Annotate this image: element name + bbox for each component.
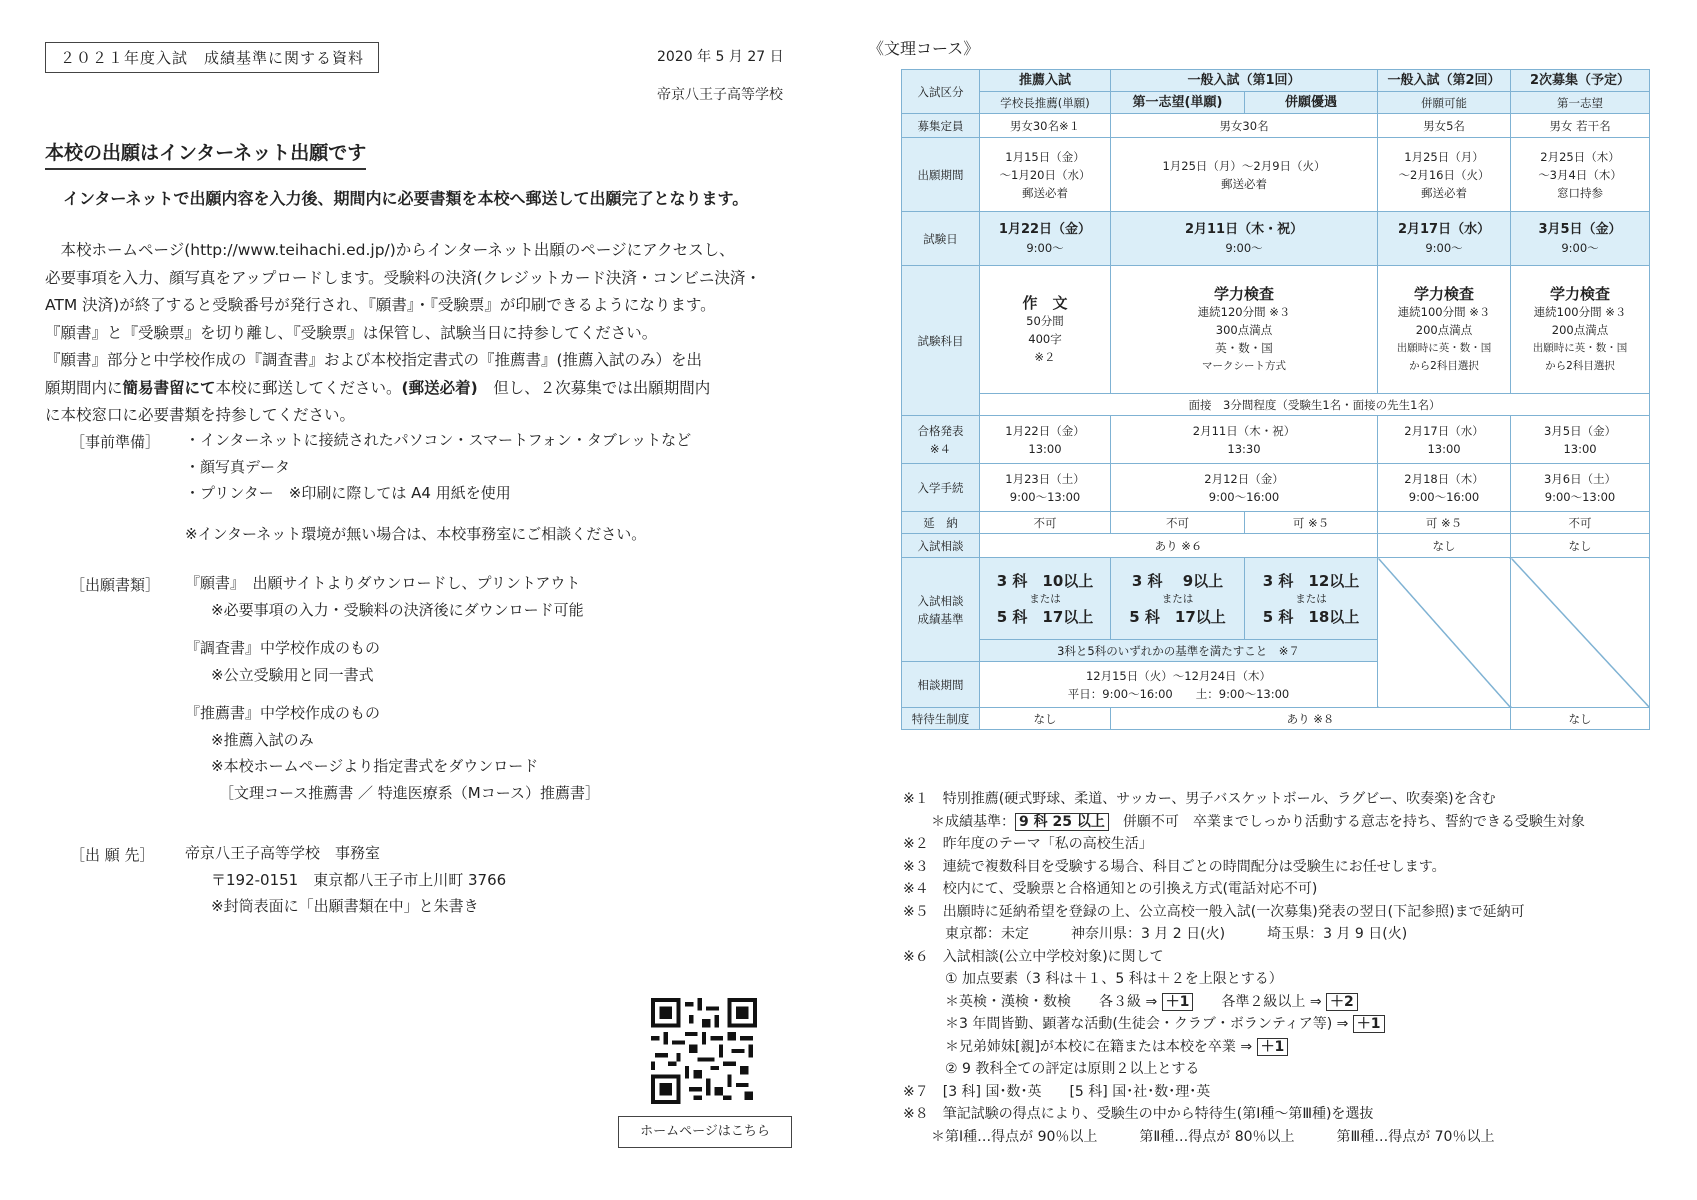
cell — [980, 464, 1111, 512]
cell-line: から2科目選択 — [1409, 359, 1479, 372]
doc-note: ※推薦入試のみ — [211, 730, 314, 749]
prep-list — [185, 427, 691, 547]
cell-line: 5 科 17以上 — [1129, 607, 1226, 626]
doc-item: 『調査書』中学校作成のもの — [185, 639, 381, 657]
para-line: ATM 決済)が終了すると受験番号が発行され、『願書』・『受験票』が印刷できるようになります。 — [45, 296, 716, 314]
row-head-boshu: 募集定員 — [902, 114, 980, 138]
footnote-text: ＊3 年間皆勤、顕著な活動(生徒会・クラブ・ボランティア等) ⇒ — [903, 1016, 1349, 1032]
cell-line: 400字 — [1028, 331, 1062, 346]
cell — [1111, 138, 1378, 212]
row-head-gokaku — [902, 416, 980, 464]
cell — [1511, 464, 1650, 512]
cell-line: 連続100分間 ※３ — [1397, 304, 1491, 319]
cell-line: 9:00～ — [1026, 240, 1064, 255]
row-head-kijun — [902, 558, 980, 662]
cell — [1378, 138, 1511, 212]
kijun-note: 3科と5科のいずれかの基準を満たすこと ※７ — [980, 640, 1378, 662]
cell-line: 13:00 — [1427, 441, 1461, 456]
cell-line: 9:00～16:00 — [1408, 489, 1480, 504]
dest-block — [185, 840, 506, 920]
cell-line: ～2月16日（火） — [1398, 167, 1490, 182]
row-head-tokutai: 特待生制度 — [902, 708, 980, 730]
cell-line: 200点満点 — [1415, 322, 1473, 337]
prep-note: ※インターネット環境が無い場合は、本校事務室にご相談ください。 — [185, 524, 647, 543]
cell-line: 1月25日（月） — [1404, 149, 1484, 164]
prep-item: ・プリンター ※印刷に際しては A4 用紙を使用 — [185, 484, 511, 502]
cell-line: 3 科 10以上 — [996, 571, 1094, 590]
prep-item: ・インターネットに接続されたパソコン・スマートフォン・タブレットなど — [185, 431, 692, 449]
para-line: 願期間内に — [45, 378, 123, 397]
footnote: ※７ [3 科] 国･数･英 [5 科] 国･社･数･理･英 — [903, 1083, 1211, 1100]
dest-label: ［出 願 先］ — [70, 846, 155, 864]
cell-line: 1月23日（土） — [1005, 471, 1085, 486]
footnote: ＊第Ⅰ種…得点が 90％以上 第Ⅱ種…得点が 80％以上 第Ⅲ種…得点が 70％以上 — [903, 1128, 1495, 1145]
cell-line: 13:00 — [1028, 441, 1062, 456]
cell — [980, 558, 1111, 640]
cell — [980, 138, 1111, 212]
cell — [1245, 558, 1378, 640]
cell — [1511, 212, 1650, 266]
cell — [980, 266, 1111, 394]
cell-line: 2月11日（木・祝） — [1184, 221, 1304, 237]
cell: 可 ※５ — [1245, 512, 1378, 534]
cell-line: 2月25日（木） — [1540, 149, 1620, 164]
para-line: に本校窓口に必要書類を持参してください。 — [45, 406, 356, 424]
footnote: ※６ 入試相談(公立中学校対象)に関して — [903, 948, 1164, 965]
doc-date: 2020 年 5 月 27 日 — [657, 49, 784, 65]
cell: あり ※６ — [980, 534, 1378, 558]
cell-line: 学力検査 — [1214, 284, 1275, 303]
cell — [1111, 416, 1378, 464]
cell-line: 3月5日（金） — [1543, 423, 1617, 438]
cell-line: 13:30 — [1227, 441, 1261, 456]
doc-note: ※本校ホームページより指定書式をダウンロード — [211, 757, 539, 775]
cell — [1111, 266, 1378, 394]
cell-line: 1月25日（月）～2月9日（火） — [1162, 158, 1326, 173]
cell-line: または — [1295, 592, 1327, 605]
intro-paragraph — [45, 237, 805, 430]
cell — [1378, 266, 1511, 394]
cell-line: 5 科 17以上 — [996, 607, 1094, 626]
cell-line: 9:00～ — [1225, 240, 1263, 255]
footnote — [903, 811, 1663, 834]
cell-line: ※４ — [929, 441, 952, 456]
niji-sub: 第一志望 — [1511, 92, 1650, 114]
prep-item: ・顔写真データ — [185, 457, 291, 476]
cell-line: 郵送必着 — [1421, 185, 1468, 200]
footnote — [903, 1013, 1663, 1036]
footnote: ※８ 筆記試験の得点により、受験生の中から特待生(第Ⅰ種～第Ⅲ種)を選抜 — [903, 1106, 1374, 1122]
cell-line: ～3月4日（木） — [1538, 167, 1622, 182]
cell-line: 連続100分間 ※３ — [1533, 304, 1627, 319]
row-head-tetsuzuki: 入学手続 — [902, 464, 980, 512]
cell-line: ～1月20日（水） — [999, 167, 1091, 182]
row-head-kubun: 入試区分 — [902, 70, 980, 114]
cell-line: 学力検査 — [1414, 284, 1475, 303]
doc-note: ※必要事項の入力・受験料の決済後にダウンロード可能 — [211, 600, 584, 619]
suisen-sub: 学校長推薦(単願) — [980, 92, 1111, 114]
doc-note: ※公立受験用と同一書式 — [211, 665, 374, 684]
cell — [1378, 212, 1511, 266]
course-title: 《文理コース》 — [868, 39, 980, 58]
footnote-text: 各準２級以上 ⇒ — [1193, 993, 1322, 1010]
cell — [1511, 138, 1650, 212]
cell — [1111, 212, 1378, 266]
cell-line: 2月18日（木） — [1404, 471, 1484, 486]
footnotes — [903, 788, 1663, 1148]
footnote: 東京都：未定 神奈川県：3 月 2 日(火) 埼玉県：3 月 9 日(火) — [903, 926, 1408, 942]
boxed-value: ＋1 — [1353, 1015, 1385, 1033]
prep-label: ［事前準備］ — [70, 433, 161, 451]
cell-line: または — [1029, 592, 1061, 605]
doc-item: 『推薦書』中学校作成のもの — [185, 704, 381, 722]
row-head-ennou: 延 納 — [902, 512, 980, 534]
cell-line: 郵送必着 — [1022, 185, 1068, 200]
footnote: ※３ 連続で複数科目を受験する場合、科目ごとの時間配分は受験生にお任せします。 — [903, 858, 1446, 875]
cell-line: 5 科 18以上 — [1262, 607, 1360, 626]
cell-line: 2月12日（金） — [1204, 471, 1284, 486]
cell — [1111, 464, 1378, 512]
doc-title: ２０２１年度入試 成績基準に関する資料 — [45, 42, 379, 73]
cell — [980, 416, 1111, 464]
para-emphasis: 簡易書留にて — [122, 378, 216, 397]
ippan1-sub-b: 併願優遇 — [1245, 92, 1378, 114]
col-niji: 2次募集（予定） — [1511, 70, 1650, 92]
cell — [1111, 558, 1245, 640]
boxed-value: 9 科 25 以上 — [1015, 813, 1109, 831]
row-head-soudan-kikan: 相談期間 — [902, 662, 980, 708]
footnote: ※１ 特別推薦(硬式野球、柔道、サッカー、男子バスケットボール、ラグビー、吹奏楽)を含む — [903, 791, 1496, 807]
cell-line: 9:00～ — [1425, 240, 1463, 255]
cell-line: 2月11日（木・祝） — [1192, 423, 1296, 438]
cell: 男女30名※１ — [980, 114, 1111, 138]
col-suisen: 推薦入試 — [980, 70, 1111, 92]
cell-line: 合格発表 — [917, 423, 964, 438]
exam-schedule-table — [901, 69, 1650, 730]
col-ippan1: 一般入試（第1回） — [1111, 70, 1378, 92]
cell: 男女30名 — [1111, 114, 1378, 138]
empty-diagonal-cell — [1511, 558, 1650, 708]
row-head-kikan: 出願期間 — [902, 138, 980, 212]
subline: インターネットで出願内容を入力後、期間内に必要書類を本校へ郵送して出願完了となります。 — [63, 189, 749, 208]
footnote: ① 加点要素（3 科は＋１、5 科は＋２を上限とする） — [903, 971, 1283, 987]
footnote: ※４ 校内にて、受験票と合格通知との引換え方式(電話対応不可) — [903, 881, 1318, 897]
cell: 可 ※５ — [1378, 512, 1511, 534]
cell — [1511, 266, 1650, 394]
cell-line: マークシート方式 — [1202, 359, 1286, 372]
footnote: ※５ 出願時に延納希望を登録の上、公立高校一般入試(一次募集)発表の翌日(下記参照)まで延納可 — [903, 903, 1525, 920]
boxed-value: ＋1 — [1162, 993, 1194, 1011]
para-line: 本校ホームページ(http://www.teihachi.ed.jp/)からインターネット出願のページにアクセスし、 — [60, 241, 735, 259]
para-line: 『願書』部分と中学校作成の『調査書』および本校指定書式の『推薦書』(推薦入試のみ）を出 — [45, 351, 703, 369]
cell-line: 窓口持参 — [1557, 185, 1604, 200]
col-ippan2: 一般入試（第2回） — [1378, 70, 1511, 92]
row-head-kamoku: 試験科目 — [902, 266, 980, 416]
para-line: 必要事項を入力、顔写真をアップロードします。受験料の決済(クレジットカード決済・コンビニ決済・ — [45, 268, 761, 287]
cell-line: 200点満点 — [1551, 322, 1609, 337]
cell-line: 成績基準 — [917, 611, 964, 626]
row-head-soudan: 入試相談 — [902, 534, 980, 558]
footnote-text: ＊成績基準： — [903, 813, 1015, 830]
cell-line: 作 文 — [1022, 293, 1068, 312]
boxed-value: ＋1 — [1257, 1038, 1289, 1056]
cell-line: 3月6日（土） — [1543, 471, 1617, 486]
cell-line: 学力検査 — [1550, 284, 1611, 303]
cell-line: 3 科 12以上 — [1262, 571, 1360, 590]
cell: なし — [1511, 708, 1650, 730]
para-line: 『願書』と『受験票』を切り離し、『受験票』は保管し、試験当日に持参してください。 — [45, 323, 658, 342]
para-line: 本校に郵送してください。 — [215, 378, 402, 397]
cell-line: ※２ — [1034, 349, 1056, 364]
cell: あり ※８ — [1111, 708, 1511, 730]
footnote-text: 併願不可 卒業までしっかり活動する意志を持ち、誓約できる受験生対象 — [1108, 813, 1585, 830]
cell-line: 1月15日（金） — [1005, 149, 1085, 164]
ippan2-sub: 併願可能 — [1378, 92, 1511, 114]
dest-line: ※封筒表面に「出願書類在中」と朱書き — [211, 897, 479, 915]
cell-line: 9:00～ — [1561, 240, 1599, 255]
footnote: ② 9 教科全ての評定は原則２以上とする — [903, 1061, 1200, 1077]
cell-line: 12月15日（火）～12月24日（木） — [1085, 668, 1272, 683]
docs-list — [185, 570, 600, 806]
qr-code-icon[interactable] — [651, 998, 757, 1104]
cell-line: 9:00～16:00 — [1208, 489, 1280, 504]
cell-line: から2科目選択 — [1545, 359, 1615, 372]
cell-line: 9:00～13:00 — [1544, 489, 1616, 504]
cell: 男女5名 — [1378, 114, 1511, 138]
cell-line: 13:00 — [1563, 441, 1597, 456]
cell-line: 2月17日（水） — [1404, 423, 1484, 438]
cell-line: 50分間 — [1026, 313, 1064, 328]
cell — [980, 662, 1378, 708]
para-emphasis: (郵送必着) — [401, 378, 478, 397]
cell-line: または — [1161, 592, 1194, 605]
cell-line: 300点満点 — [1215, 322, 1273, 337]
cell-line: 入試相談 — [917, 593, 964, 608]
cell-line: 連続120分間 ※３ — [1197, 304, 1291, 319]
doc-item: 『願書』 出願サイトよりダウンロードし、プリントアウト — [185, 574, 581, 592]
cell — [1511, 416, 1650, 464]
dest-line: 帝京八王子高等学校 事務室 — [185, 844, 381, 862]
footnote-text: ＊兄弟姉妹[親]が本校に在籍または本校を卒業 ⇒ — [903, 1038, 1253, 1055]
cell-line: 出願時に英・数・国 — [1396, 341, 1492, 354]
cell: 不可 — [1111, 512, 1245, 534]
para-line: 但し、２次募集では出願期間内 — [477, 378, 711, 397]
footnote-text: ＊英検・漢検・数検 各３級 ⇒ — [903, 993, 1158, 1010]
cell-line: 9:00～13:00 — [1009, 489, 1081, 504]
cell: 男女 若干名 — [1511, 114, 1650, 138]
mensetsu-cell: 面接 3分間程度（受験生1名・面接の先生1名） — [980, 394, 1650, 416]
ippan1-sub-a: 第一志望(単願) — [1111, 92, 1245, 114]
cell-line: 1月22日（金） — [1005, 423, 1085, 438]
cell: 不可 — [980, 512, 1111, 534]
cell-line: 2月17日（水） — [1397, 221, 1491, 237]
cell: なし — [1378, 534, 1511, 558]
homepage-link[interactable]: ホームページはこちら — [618, 1116, 792, 1148]
cell-line: 郵送必着 — [1221, 176, 1267, 191]
cell-line: 出願時に英・数・国 — [1532, 341, 1628, 354]
row-head-shikenbi: 試験日 — [902, 212, 980, 266]
cell — [1378, 416, 1511, 464]
cell-line: 3 科 9以上 — [1131, 571, 1224, 590]
empty-diagonal-cell — [1378, 558, 1511, 708]
footnote — [903, 1036, 1663, 1059]
cell-line: 英・数・国 — [1215, 340, 1273, 355]
cell-line: 3月5日（金） — [1538, 221, 1622, 237]
cell: なし — [980, 708, 1111, 730]
doc-note: ［文理コース推薦書 ／ 特進医療系（Mコース）推薦書］ — [219, 783, 600, 802]
footnote — [903, 991, 1663, 1014]
cell-line: 平日：9:00～16:00 土：9:00～13:00 — [1067, 686, 1290, 701]
school-name: 帝京八王子高等学校 — [657, 87, 783, 103]
cell: なし — [1511, 534, 1650, 558]
headline: 本校の出願はインターネット出願です — [45, 138, 366, 170]
docs-label: ［出願書類］ — [70, 576, 161, 594]
cell — [980, 212, 1111, 266]
footnote: ※２ 昨年度のテーマ「私の高校生活」 — [903, 836, 1153, 852]
cell-line: 1月22日（金） — [998, 221, 1092, 237]
boxed-value: ＋2 — [1326, 993, 1358, 1011]
cell: 不可 — [1511, 512, 1650, 534]
cell — [1378, 464, 1511, 512]
dest-line: 〒192-0151 東京都八王子市上川町 3766 — [211, 870, 507, 889]
